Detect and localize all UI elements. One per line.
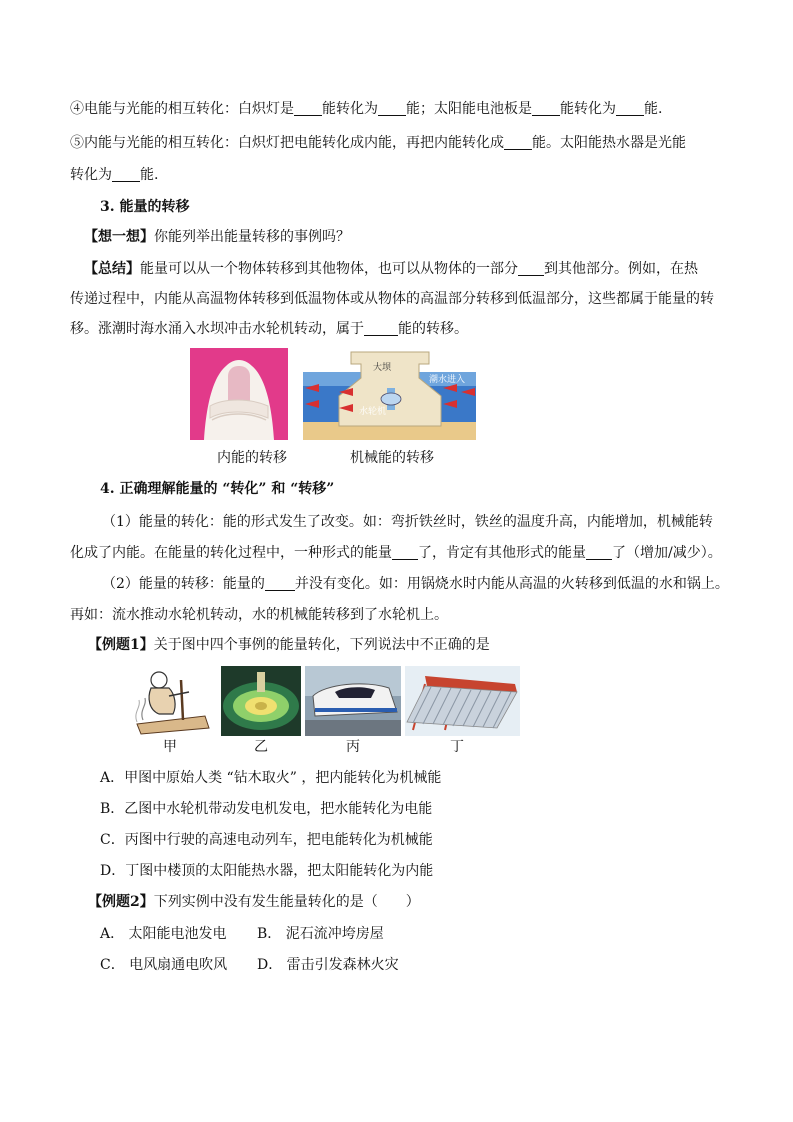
para-transfer-1 xyxy=(102,574,729,594)
para-conversion-1: （1）能量的转化：能的形式发生了改变。如：弯折铁丝时，铁丝的温度升高，内能增加，机械能转 xyxy=(102,514,713,530)
option-b[interactable]: B． 泥石流冲垮房屋 xyxy=(257,926,384,942)
text: （2）能量的转移：能量的 xyxy=(102,576,265,592)
line-4-energy-light xyxy=(70,99,662,119)
option-b[interactable]: B．乙图中水轮机带动发电机发电，把水能转化为电能 xyxy=(100,801,433,817)
summary-tag: 【总结】 xyxy=(84,261,140,277)
caption-internal-transfer: 内能的转移 xyxy=(217,450,287,466)
answer-blank[interactable] xyxy=(616,101,644,116)
text: 并没有变化。如：用锅烧水时内能从高温的火转移到低温的水和锅上。 xyxy=(294,576,729,592)
example-2-tag: 【例题2】 xyxy=(88,894,154,910)
answer-blank[interactable] xyxy=(294,101,322,116)
text: 你能列举出能量转移的事例吗？ xyxy=(154,229,350,245)
turbine-generator-image xyxy=(221,666,301,736)
text: 能. xyxy=(140,167,159,183)
summary-line-2: 传递过程中，内能从高温物体转移到低温物体或从物体的高温部分转移到低温部分，这些都属于能量的转 xyxy=(70,291,714,307)
text: ⑤内能与光能的相互转化：白炽灯把电能转化成内能，再把内能转化成 xyxy=(70,135,504,151)
para-transfer-2: 再如：流水推动水轮机转动，水的机械能转移到了水轮机上。 xyxy=(70,607,448,623)
high-speed-train-image xyxy=(305,666,401,736)
answer-blank[interactable] xyxy=(586,545,612,560)
text: 能. xyxy=(644,101,663,117)
caption-mechanical-transfer: 机械能的转移 xyxy=(350,450,434,466)
fire-drill-image xyxy=(129,666,217,736)
tidal-dam-diagram xyxy=(303,348,476,440)
option-c[interactable]: C．丙图中行驶的高速电动列车，把电能转化为机械能 xyxy=(100,832,433,848)
summary-line-1 xyxy=(84,259,698,279)
text: 能转化为 xyxy=(560,101,616,117)
text: 化成了内能。在能量的转化过程中，一种形式的能量 xyxy=(70,545,392,561)
answer-blank[interactable] xyxy=(392,545,418,560)
option-a[interactable]: A． 太阳能电池发电 xyxy=(100,926,227,942)
text: 能转化为 xyxy=(322,101,378,117)
think-tag: 【想一想】 xyxy=(84,229,154,245)
text: 能的转移。 xyxy=(398,321,468,337)
option-c[interactable]: C． 电风扇通电吹风 xyxy=(100,957,228,973)
example-1-tag: 【例题1】 xyxy=(88,637,154,653)
text: 能；太阳能电池板是 xyxy=(406,101,532,117)
section-heading-understand: 4. 正确理解能量的 “转化” 和 “转移” xyxy=(100,481,335,497)
answer-blank[interactable] xyxy=(112,167,140,182)
summary-line-3 xyxy=(70,319,468,339)
option-a[interactable]: A．甲图中原始人类 “钻木取火” ，把内能转化为机械能 xyxy=(100,770,442,786)
text: 能量可以从一个物体转移到其他物体，也可以从物体的一部分 xyxy=(140,261,518,277)
turbine-label: 水轮机 xyxy=(359,407,387,417)
line-5-cont xyxy=(70,165,158,185)
text: 了（增加/减少）。 xyxy=(612,545,722,561)
text: 能。太阳能热水器是光能 xyxy=(532,135,686,151)
answer-blank[interactable] xyxy=(532,101,560,116)
text: ④电能与光能的相互转化：白炽灯是 xyxy=(70,101,294,117)
line-5-internal-light xyxy=(70,133,686,153)
answer-blank[interactable] xyxy=(518,261,544,276)
answer-blank[interactable] xyxy=(265,576,295,591)
solar-water-heater-image xyxy=(405,666,520,736)
para-conversion-2 xyxy=(70,543,722,563)
answer-blank[interactable] xyxy=(504,135,532,150)
figure-label-yi: 乙 xyxy=(254,739,268,755)
text: 关于图中四个事例的能量转化，下列说法中不正确的是 xyxy=(153,637,490,653)
tide-label: 潮水进入 xyxy=(429,375,466,385)
option-d[interactable]: D． 雷击引发森林火灾 xyxy=(257,957,399,973)
figure-label-bing: 丙 xyxy=(346,739,360,755)
dam-label: 大坝 xyxy=(373,363,392,373)
option-d[interactable]: D．丁图中楼顶的太阳能热水器，把太阳能转化为内能 xyxy=(100,863,434,879)
figure-label-jia: 甲 xyxy=(163,739,177,755)
text: 下列实例中没有发生能量转化的是（ ） xyxy=(153,894,420,910)
text: 了，肯定有其他形式的能量 xyxy=(418,545,586,561)
text: 移。涨潮时海水涌入水坝冲击水轮机转动，属于 xyxy=(70,321,364,337)
example-1-question xyxy=(88,635,490,655)
hot-water-bottle-image xyxy=(190,348,288,440)
section-heading-transfer: 3. 能量的转移 xyxy=(100,199,190,215)
figure-label-ding: 丁 xyxy=(450,739,464,755)
text: 到其他部分。例如，在热 xyxy=(544,261,698,277)
example-2-question xyxy=(88,892,420,912)
text: 转化为 xyxy=(70,167,112,183)
think-line xyxy=(84,227,350,247)
answer-blank[interactable] xyxy=(378,101,406,116)
answer-blank[interactable] xyxy=(364,321,398,336)
